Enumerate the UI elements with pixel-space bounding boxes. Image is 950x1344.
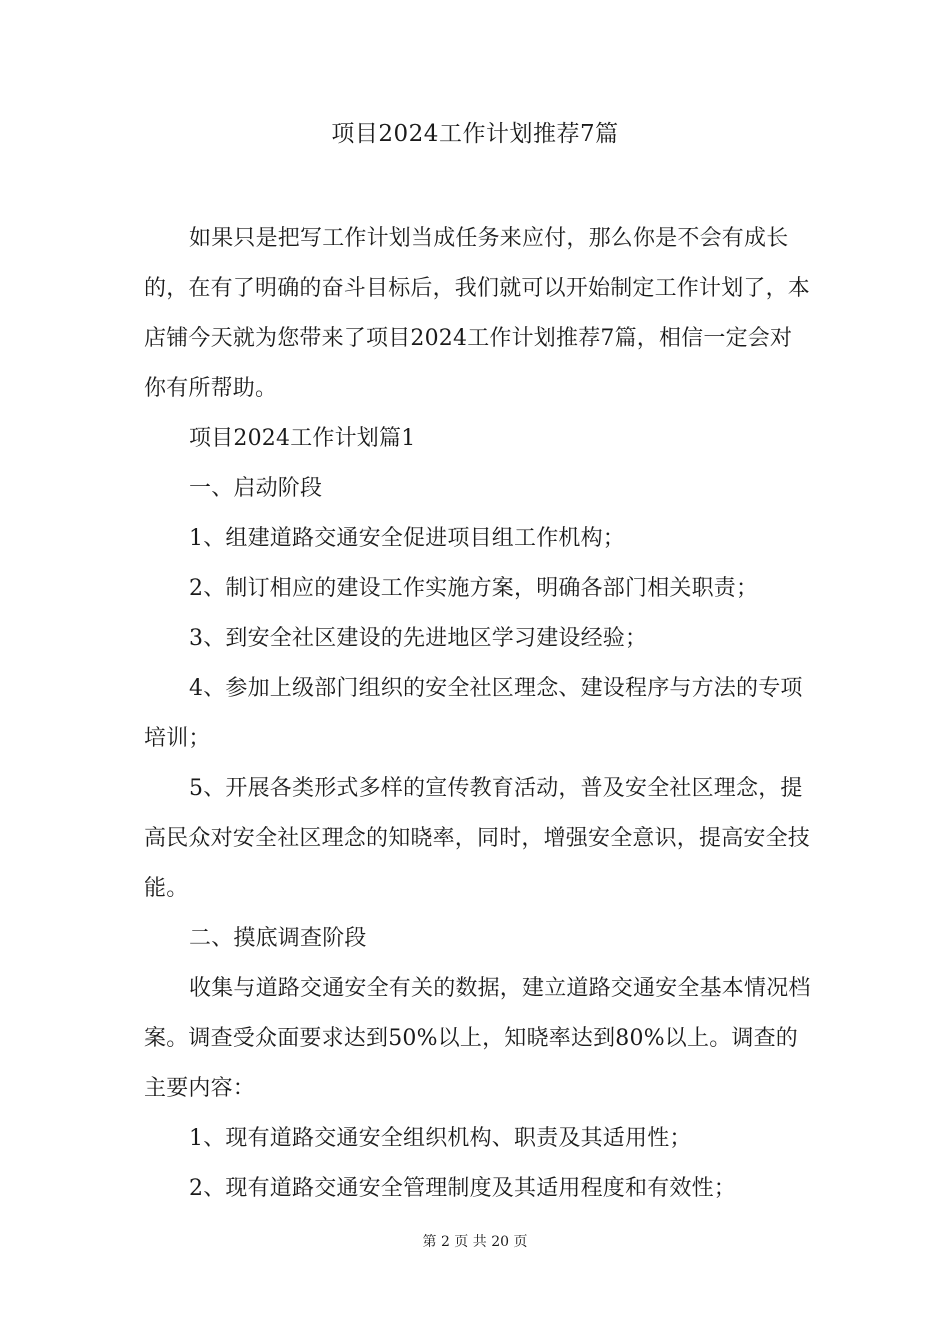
- paragraph-intro: 如果只是把写工作计划当成任务来应付，那么你是不会有成长的，在有了明确的奋斗目标后，我们就可以开始制定工作计划了，本店铺今天就为您带来了项目2024工作计划推荐7篇，相信一定会对你有所帮助。: [144, 226, 811, 401]
- document-body: [144, 214, 812, 1214]
- page-title: 项目2024工作计划推荐7篇: [331, 121, 619, 147]
- stage-heading: 一、启动阶段: [189, 476, 323, 501]
- list-item: 1、现有道路交通安全组织机构、职责及其适用性；: [189, 1126, 692, 1151]
- list-item: 4、参加上级部门组织的安全社区理念、建设程序与方法的专项培训；: [144, 676, 803, 751]
- section-heading: 项目2024工作计划篇1: [189, 426, 416, 451]
- list-item: 3、到安全社区建设的先进地区学习建设经验；: [189, 626, 648, 651]
- list-item: 5、开展各类形式多样的宣传教育活动，普及安全社区理念，提高民众对安全社区理念的知晓率，同时，增强安全意识，提高安全技能。: [144, 776, 811, 901]
- paragraph: 收集与道路交通安全有关的数据，建立道路交通安全基本情况档案。调查受众面要求达到50%以上，知晓率达到80%以上。调查的主要内容：: [144, 976, 811, 1101]
- list-item: 1、组建道路交通安全促进项目组工作机构；: [189, 526, 625, 551]
- list-item: 2、现有道路交通安全管理制度及其适用程度和有效性；: [189, 1176, 736, 1201]
- page-footer: 第 2 页 共 20 页: [422, 1234, 528, 1250]
- list-item: 2、制订相应的建设工作实施方案，明确各部门相关职责；: [189, 576, 759, 601]
- stage-heading: 二、摸底调查阶段: [189, 926, 367, 951]
